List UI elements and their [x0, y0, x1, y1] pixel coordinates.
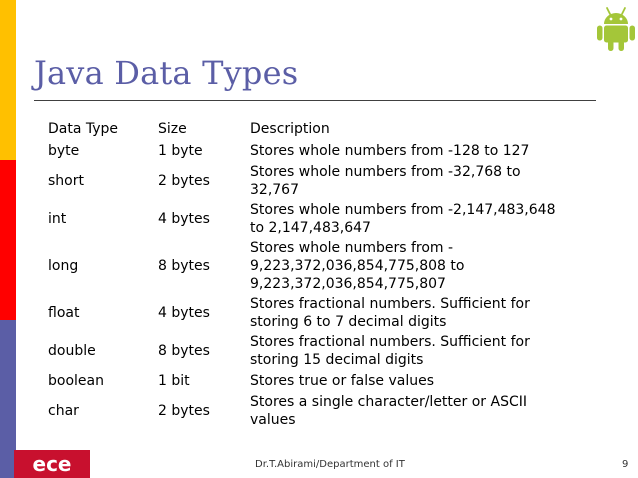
table-row: [42, 200, 602, 238]
description-line: Stores whole numbers from -2,147,483,648: [250, 202, 556, 218]
left-color-bar: [0, 0, 16, 478]
table-header-row: [42, 118, 602, 140]
cell-size: 1 bit: [158, 373, 190, 389]
description-line: Stores whole numbers from -128 to 127: [250, 143, 530, 159]
header-size: Size: [158, 121, 187, 137]
data-types-table: [42, 118, 602, 430]
page-number: 9: [622, 459, 629, 470]
cell-description: [244, 332, 602, 370]
header-data-type: Data Type: [48, 121, 119, 137]
cell-size: 8 bytes: [158, 258, 210, 274]
description-line: Stores whole numbers from -: [250, 240, 454, 256]
cell-description: [244, 140, 602, 162]
cell-description: [244, 370, 602, 392]
table-row: [42, 332, 602, 370]
cell-data-type: boolean: [48, 373, 104, 389]
cell-description: [244, 162, 602, 200]
cell-description: [244, 294, 602, 332]
left-bar-red-segment: [0, 160, 16, 320]
table-row: [42, 392, 602, 430]
logo-text: ece: [32, 452, 72, 476]
description-line: 9,223,372,036,854,775,807: [250, 276, 446, 292]
android-logo-icon: [596, 6, 636, 52]
slide-title: Java Data Types: [34, 54, 299, 92]
cell-data-type: float: [48, 305, 80, 321]
footer-author: Dr.T.Abirami/Department of IT: [255, 459, 405, 470]
description-line: Stores true or false values: [250, 373, 434, 389]
table-row: [42, 238, 602, 294]
cell-size: 1 byte: [158, 143, 203, 159]
description-line: storing 15 decimal digits: [250, 352, 424, 368]
cell-data-type: long: [48, 258, 79, 274]
left-bar-yellow-segment: [0, 0, 16, 160]
table-row: [42, 294, 602, 332]
header-description: Description: [250, 121, 330, 137]
description-line: to 2,147,483,647: [250, 220, 371, 236]
description-line: values: [250, 412, 296, 428]
table-row: [42, 140, 602, 162]
cell-size: 2 bytes: [158, 403, 210, 419]
cell-data-type: double: [48, 343, 96, 359]
description-line: Stores fractional numbers. Sufficient for: [250, 296, 530, 312]
cell-data-type: byte: [48, 143, 80, 159]
cell-data-type: char: [48, 403, 79, 419]
description-line: Stores whole numbers from -32,768 to: [250, 164, 521, 180]
table-row: [42, 370, 602, 392]
cell-description: [244, 392, 602, 430]
cell-description: [244, 200, 602, 238]
description-line: 32,767: [250, 182, 299, 198]
cell-size: 4 bytes: [158, 305, 210, 321]
cell-size: 4 bytes: [158, 211, 210, 227]
cell-data-type: short: [48, 173, 84, 189]
description-line: Stores fractional numbers. Sufficient for: [250, 334, 530, 350]
table-row: [42, 162, 602, 200]
cell-description: [244, 238, 602, 294]
title-underline: [34, 100, 596, 101]
cell-size: 2 bytes: [158, 173, 210, 189]
description-line: storing 6 to 7 decimal digits: [250, 314, 447, 330]
cell-data-type: int: [48, 211, 67, 227]
cell-size: 8 bytes: [158, 343, 210, 359]
ece-department-logo: [14, 450, 90, 478]
description-line: Stores a single character/letter or ASCII: [250, 394, 527, 410]
description-line: 9,223,372,036,854,775,808 to: [250, 258, 465, 274]
